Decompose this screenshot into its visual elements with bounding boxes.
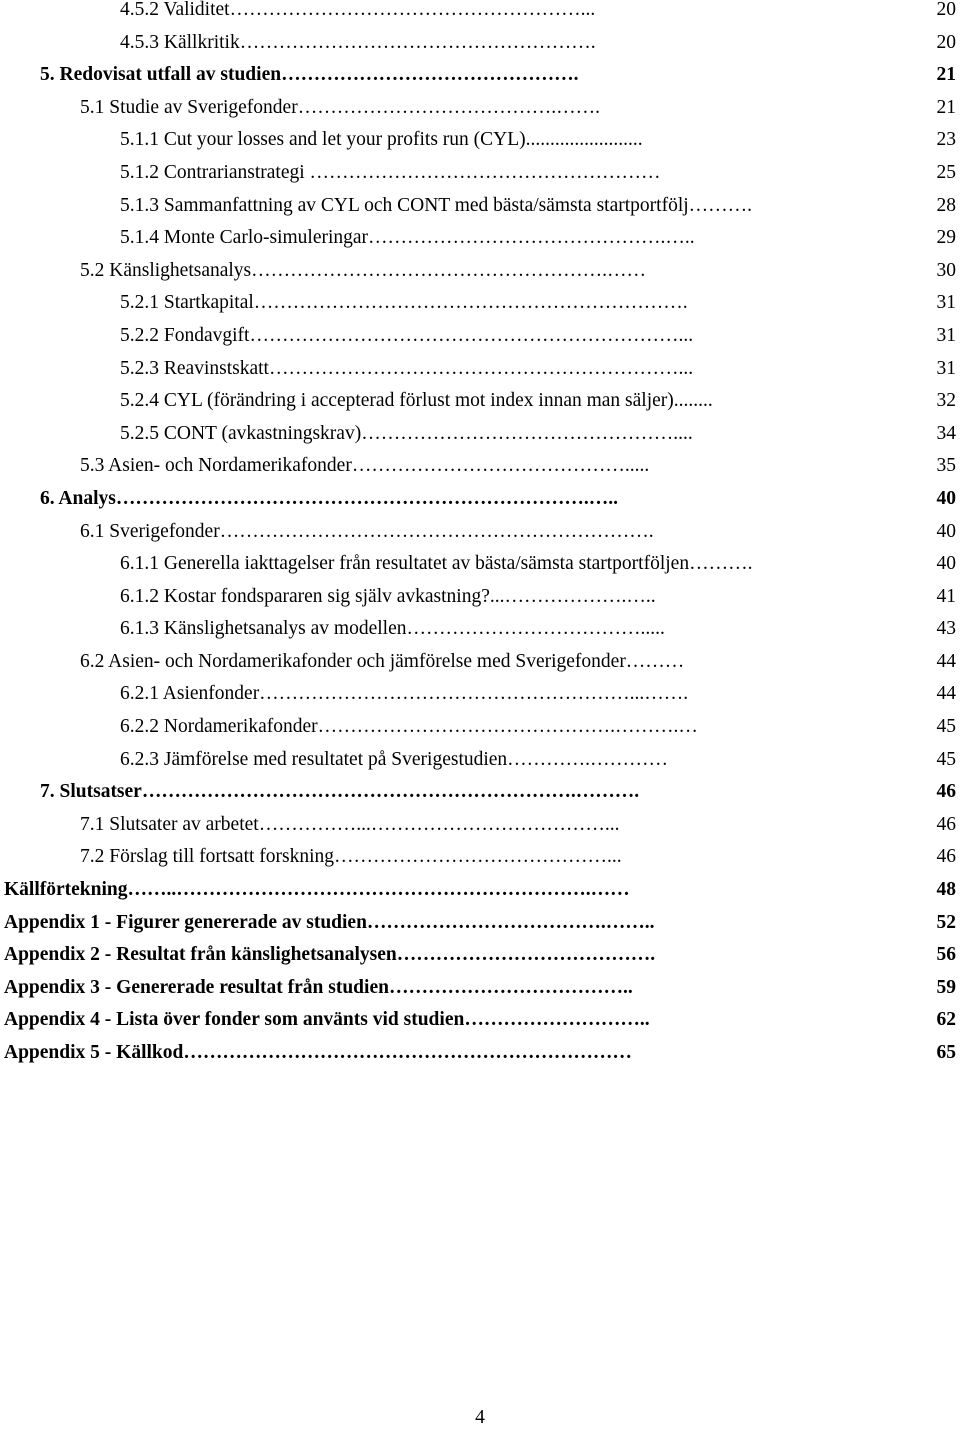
toc-entry-page: 23 xyxy=(936,129,956,151)
toc-entry[interactable] xyxy=(0,1004,960,1037)
toc-entry-page: 32 xyxy=(936,390,956,412)
toc-entry-page: 20 xyxy=(936,31,956,53)
toc-entry[interactable] xyxy=(0,190,960,223)
toc-entry-title: Appendix 5 - Källkod…………………………………………………………… xyxy=(4,1042,632,1063)
toc-entry-title: 5.2.2 Fondavgift…………………………………………………………... xyxy=(120,324,694,346)
toc-entry-page: 35 xyxy=(936,455,956,477)
toc-entry-page: 48 xyxy=(936,879,956,901)
toc-entry-title: 6.1.1 Generella iakttagelser från resultatet av bästa/sämsta startportföljen………. xyxy=(120,553,753,575)
toc-entry-page: 34 xyxy=(936,422,956,444)
toc-entry[interactable] xyxy=(0,841,960,874)
toc-entry[interactable] xyxy=(0,320,960,353)
toc-entry-title: 5.2 Känslighetsanalys……………………………………………….…… xyxy=(80,259,647,281)
toc-entry[interactable] xyxy=(0,809,960,842)
toc-entry[interactable] xyxy=(0,124,960,157)
toc-entry[interactable] xyxy=(0,222,960,255)
toc-entry[interactable] xyxy=(0,450,960,483)
toc-entry[interactable] xyxy=(0,939,960,972)
toc-entry-title: 4.5.2 Validitet………………………………………………... xyxy=(120,0,596,20)
toc-entry[interactable] xyxy=(0,0,960,27)
toc-entry-title: 5.3 Asien- och Nordamerikafonder……………………………………..... xyxy=(80,455,650,477)
toc-entry-title: 6.2 Asien- och Nordamerikafonder och jämförelse med Sverigefonder……… xyxy=(80,650,685,672)
toc-entry-title: Källförtekning……..……………………………………………………….…… xyxy=(4,879,630,901)
toc-entry-title: 7.2 Förslag till fortsatt forskning……………………………………... xyxy=(80,846,622,868)
toc-entry-title: 7.1 Slutsater av arbetet……………...………………………………... xyxy=(80,813,620,835)
toc-entry[interactable] xyxy=(0,972,960,1005)
toc-entry-page: 40 xyxy=(936,553,956,575)
toc-entry-title: 5.2.1 Startkapital…………………………………………………………. xyxy=(120,292,688,314)
toc-entry-title: 6.1.3 Känslighetsanalys av modellen………………………………..... xyxy=(120,618,665,640)
toc-entry[interactable] xyxy=(0,548,960,581)
toc-entry-page: 46 xyxy=(936,846,956,868)
toc-entry[interactable] xyxy=(0,678,960,711)
toc-entry[interactable] xyxy=(0,613,960,646)
toc-entry-title: Appendix 1 - Figurer genererade av studien……………………………….…….. xyxy=(4,911,655,933)
toc-entry[interactable] xyxy=(0,874,960,907)
toc-entry[interactable] xyxy=(0,483,960,516)
toc-entry-title: Appendix 2 - Resultat från känslighetsanalysen…………………………………. xyxy=(4,944,656,966)
toc-entry-page: 30 xyxy=(936,259,956,281)
toc-entry[interactable] xyxy=(0,287,960,320)
toc-entry-page: 44 xyxy=(936,683,956,705)
toc-entry-page: 31 xyxy=(936,292,956,314)
toc-entry[interactable] xyxy=(0,907,960,940)
toc-entry[interactable] xyxy=(0,776,960,809)
toc-entry[interactable] xyxy=(0,27,960,60)
toc-entry-page: 62 xyxy=(936,1009,956,1031)
toc-entry-title: 5.1.1 Cut your losses and let your profits run (CYL)........................ xyxy=(120,129,643,151)
toc-entry[interactable] xyxy=(0,744,960,777)
toc-entry[interactable] xyxy=(0,385,960,418)
toc-entry-page: 45 xyxy=(936,748,956,770)
toc-entry-page: 40 xyxy=(936,520,956,542)
toc-entry-page: 52 xyxy=(936,911,956,933)
toc-entry[interactable] xyxy=(0,711,960,744)
toc-entry-title: 6.2.2 Nordamerikafonder……………………………………….……….… xyxy=(120,716,698,738)
toc-entry-title: 6.1 Sverigefonder…………………………………………………………. xyxy=(80,520,654,542)
toc-entry-page: 59 xyxy=(936,976,956,998)
toc-entry-title: 6.2.3 Jämförelse med resultatet på Sverigestudien………….………… xyxy=(120,748,669,770)
toc-entry-title: 5. Redovisat utfall av studien………………………………………. xyxy=(40,64,579,86)
toc-entry-title: 5.1.3 Sammanfattning av CYL och CONT med bästa/sämsta startportfölj………. xyxy=(120,194,753,216)
toc-entry-page: 31 xyxy=(936,357,956,379)
toc-entry-title: 6.1.2 Kostar fondspararen sig själv avkastning?...……………….….. xyxy=(120,585,656,607)
toc-entry-page: 46 xyxy=(936,813,956,835)
toc-entry-page: 44 xyxy=(936,650,956,672)
toc-entry[interactable] xyxy=(0,59,960,92)
toc-entry-title: 5.1.4 Monte Carlo-simuleringar……………………………………….….. xyxy=(120,227,695,249)
toc-entry[interactable] xyxy=(0,92,960,125)
toc-entry-page: 40 xyxy=(936,487,956,509)
toc-entry-title: 4.5.3 Källkritik………………………………………………. xyxy=(120,31,601,53)
toc-entry[interactable] xyxy=(0,353,960,386)
toc-entry-page: 65 xyxy=(936,1042,956,1063)
toc-entry-title: Appendix 4 - Lista över fonder som använts vid studien……………………….. xyxy=(4,1009,650,1031)
toc-entry-title: 5.2.5 CONT (avkastningskrav)………………………………………….... xyxy=(120,422,693,444)
toc-entry-page: 46 xyxy=(936,781,956,803)
toc-entry[interactable] xyxy=(0,516,960,549)
toc-entry[interactable] xyxy=(0,255,960,288)
toc-entry-page: 31 xyxy=(936,324,956,346)
toc-entry-title: 6.2.1 Asienfonder…………………………………………………...……. xyxy=(120,683,689,705)
toc-entry-page: 25 xyxy=(936,161,956,183)
toc-entry-page: 56 xyxy=(936,944,956,966)
toc-entry-page: 28 xyxy=(936,194,956,216)
toc-entry-page: 43 xyxy=(936,618,956,640)
page-number: 4 xyxy=(475,1407,485,1428)
toc-entry-title: Appendix 3 - Genererade resultat från studien……………………………….. xyxy=(4,976,633,998)
toc-entry[interactable] xyxy=(0,581,960,614)
toc-entry-title: 6. Analys……………………………………………………………….….. xyxy=(40,487,618,509)
toc-entry[interactable] xyxy=(0,157,960,190)
toc-entry-page: 20 xyxy=(936,0,956,20)
toc-entry-title: 5.1 Studie av Sverigefonder………………………………….……. xyxy=(80,96,600,118)
toc-entry[interactable] xyxy=(0,418,960,451)
toc-entry-title: 5.2.3 Reavinstskatt………………………………………………………... xyxy=(120,357,694,379)
toc-entry-page: 21 xyxy=(936,96,956,118)
toc-entry-page: 21 xyxy=(936,64,956,86)
toc-entry-page: 45 xyxy=(936,716,956,738)
toc-entry-title: 5.1.2 Contrarianstrategi ……………………………………………… xyxy=(120,161,661,183)
toc-entry-title: 5.2.4 CYL (förändring i accepterad förlust mot index innan man säljer)........ xyxy=(120,390,713,412)
toc-entry[interactable] xyxy=(0,646,960,679)
toc-entry-page: 29 xyxy=(936,227,956,249)
toc-entry-page: 41 xyxy=(936,585,956,607)
toc-entry[interactable] xyxy=(0,1037,960,1070)
toc-entry-title: 7. Slutsatser………………………………………………………….………. xyxy=(40,781,640,803)
